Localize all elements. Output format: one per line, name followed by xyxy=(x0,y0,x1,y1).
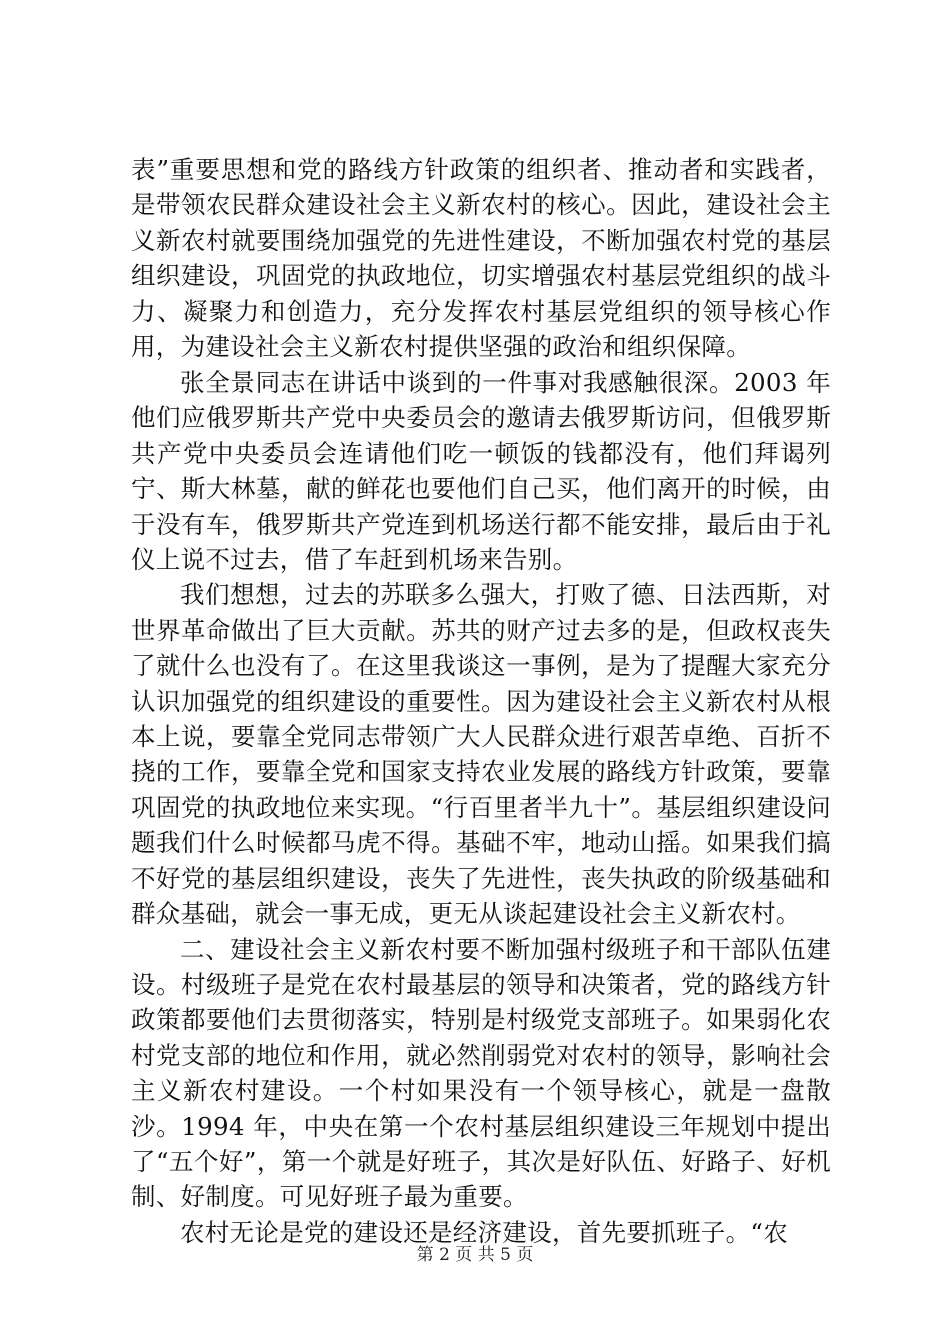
paragraph-2: 张全景同志在讲话中谈到的一件事对我感触很深。2003 年他们应俄罗斯共产党中央委员会的邀请去俄罗斯访问，但俄罗斯共产党中央委员会连请他们吃一顿饭的钱都没有，他们拜谒列宁、斯大林墓，献的鲜花也要他们自己买，他们离开的时候，由于没有车，俄罗斯共产党连到机场送行都不能安排，最后由于礼仪上说不过去，借了车赶到机场来告别。 xyxy=(131,368,831,575)
paragraph-1: 表”重要思想和党的路线方针政策的组织者、推动者和实践者，是带领农民群众建设社会主义新农村的核心。因此，建设社会主义新农村就要围绕加强党的先进性建设，不断加强农村党的基层组织建设，巩固党的执政地位，切实增强农村基层党组织的战斗力、凝聚力和创造力，充分发挥农村基层党组织的领导核心作用，为建设社会主义新农村提供坚强的政治和组织保障。 xyxy=(131,155,832,362)
paragraph-3: 我们想想，过去的苏联多么强大，打败了德、日法西斯，对世界革命做出了巨大贡献。苏共的财产过去多的是，但政权丧失了就什么也没有了。在这里我谈这一事例，是为了提醒大家充分认识加强党的组织建设的重要性。因为建设社会主义新农村从根本上说，要靠全党同志带领广大人民群众进行艰苦卓绝、百折不挠的工作，要靠全党和国家支持农业发展的路线方针政策，要靠巩固党的执政地位来实现。“行百里者半九十”。基层组织建设问题我们什么时候都马虎不得。基础不牢，地动山摇。如果我们搞不好党的基层组织建设，丧失了先进性，丧失执政的阶级基础和群众基础，就会一事无成，更无从谈起建设社会主义新农村。 xyxy=(131,580,831,929)
page-footer xyxy=(0,1245,950,1265)
paragraph-4: 二、建设社会主义新农村要不断加强村级班子和干部队伍建设。村级班子是党在农村最基层的领导和决策者，党的路线方针政策都要他们去贯彻落实，特别是村级党支部班子。如果弱化农村党支部的地位和作用，就必然削弱党对农村的领导，影响社会主义新农村建设。一个村如果没有一个领导核心，就是一盘散沙。1994 年，中央在第一个农村基层组织建设三年规划中提出了“五个好”，第一个就是好班子，其次是好队伍、好路子、好机制、好制度。可见好班子最为重要。 xyxy=(131,934,831,1212)
text-block-top xyxy=(131,152,831,364)
text-block-main xyxy=(131,365,831,1250)
page-number-label: 第 2 页 共 5 页 xyxy=(416,1245,534,1265)
paragraph-5: 农村无论是党的建设还是经济建设，首先要抓班子。“农 xyxy=(180,1217,789,1247)
